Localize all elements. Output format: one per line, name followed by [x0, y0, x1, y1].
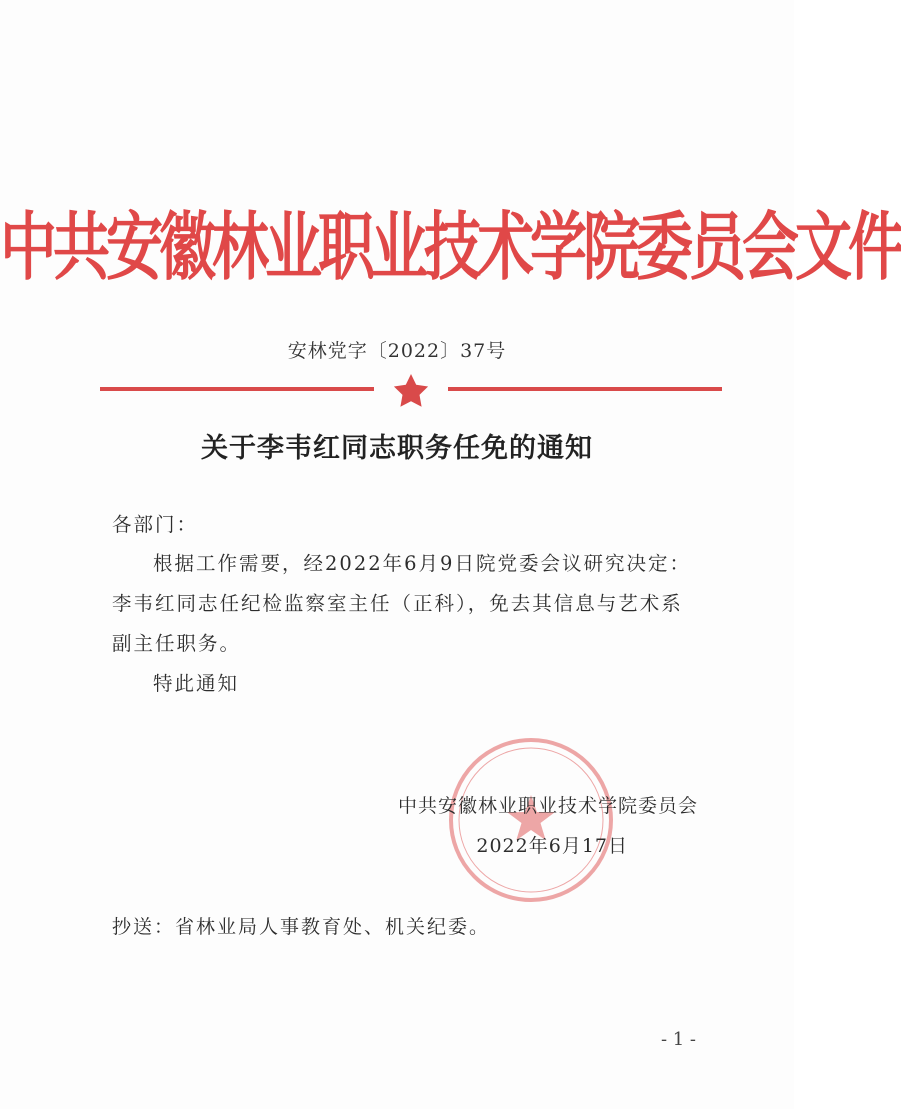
separator-left-bar: [100, 387, 374, 391]
cc-line: 抄送：省林业局人事教育处、机关纪委。: [112, 916, 491, 938]
document-title: 关于李韦红同志职务任免的通知: [201, 433, 593, 464]
document-masthead: 中共安徽林业职业技术学院委员会文件: [0, 204, 901, 291]
closing-remark: 特此通知: [153, 672, 240, 695]
document-number: 安林党字〔2022〕37号: [287, 340, 507, 362]
signature-block: [398, 786, 698, 866]
body-paragraph: 根据工作需要，经2022年6月9日院党委会议研究决定：李韦红同志任纪检监察室主任（正科），免去其信息与艺术系副主任职务。: [112, 552, 691, 655]
separator-right-bar: [448, 387, 722, 391]
star-icon: [394, 374, 428, 407]
addressee: 各部门：: [112, 513, 199, 536]
red-separator-line: [100, 372, 722, 408]
page-number: - 1 -: [660, 1029, 696, 1050]
signing-date: 2022年6月17日: [476, 835, 628, 857]
signing-organization: 中共安徽林业职业技术学院委员会: [397, 795, 698, 817]
